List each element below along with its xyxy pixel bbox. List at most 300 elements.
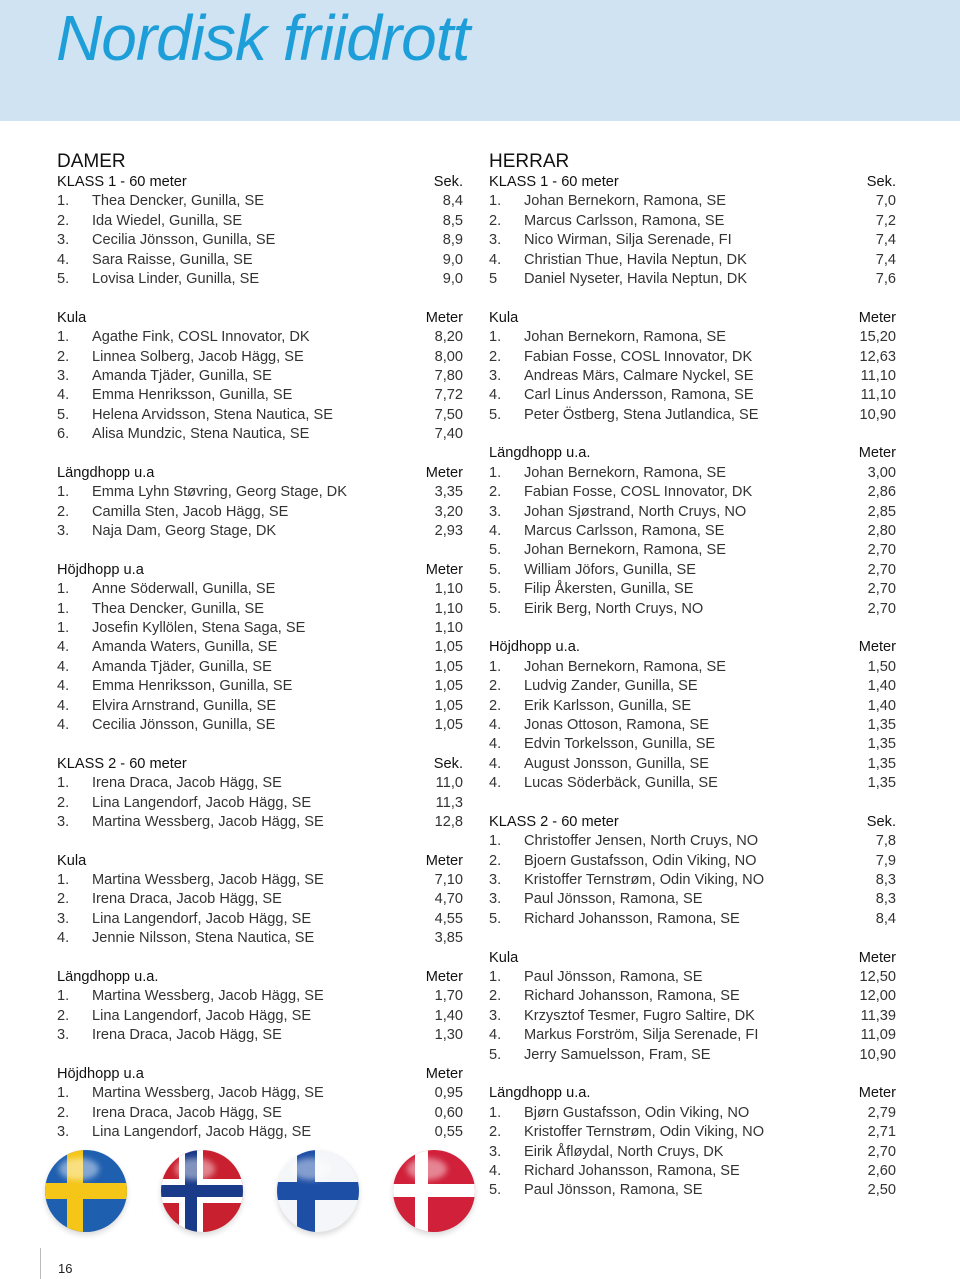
event-unit: Meter [425,1065,463,1082]
result-value: 8,00 [434,348,463,365]
athlete-cell [57,212,242,231]
result-value: 3,35 [434,484,463,501]
result-row [57,483,463,502]
result-value: 2,71 [867,1124,896,1141]
result-value: 2,93 [434,523,463,540]
athlete-cell [489,774,718,793]
athlete-name: Irena Draca, Jacob Hägg, SE [92,1027,282,1044]
athlete-name: Peter Östberg, Stena Jutlandica, SE [524,406,759,423]
athlete-name: Johan Bernekorn, Ramona, SE [524,542,726,559]
result-row [57,910,463,929]
athlete-cell [57,619,305,638]
event-header [57,755,463,774]
result-row [489,871,896,890]
athlete-cell [489,968,702,987]
event-unit: Meter [425,309,463,326]
event-header [489,444,896,463]
result-value: 1,10 [434,600,463,617]
rank: 3. [57,232,70,249]
rank: 4. [489,251,502,268]
result-value: 1,40 [434,1007,463,1024]
result-value: 2,70 [867,1143,896,1160]
event-header [489,638,896,657]
event-name: Längdhopp u.a. [489,1085,591,1102]
athlete-name: Josefin Kyllölen, Stena Saga, SE [92,619,306,636]
athlete-name: Cecilia Jönsson, Gunilla, SE [92,716,276,733]
rank: 5. [489,561,502,578]
result-row [489,270,896,289]
result-row [489,716,896,735]
rank: 3. [57,1027,70,1044]
result-value: 11,3 [435,794,463,811]
result-value: 1,35 [867,716,896,733]
athlete-name: Camilla Sten, Jacob Hägg, SE [92,503,289,520]
rank: 4. [489,775,502,792]
result-value: 1,40 [867,678,896,695]
result-value: 2,85 [867,503,896,520]
result-row [489,677,896,696]
result-row [489,1123,896,1142]
result-value: 8,4 [875,910,896,927]
event-name: Längdhopp u.a. [489,445,591,462]
result-value: 11,10 [860,367,896,384]
athlete-cell [489,580,694,599]
athlete-cell [57,677,292,696]
result-row [57,697,463,716]
athlete-name: Paul Jönsson, Ramona, SE [524,1182,703,1199]
athlete-name: Emma Lyhn Støvring, Georg Stage, DK [92,484,347,501]
athlete-cell [489,852,757,871]
rank: 1. [57,619,70,636]
athlete-cell [57,1123,311,1142]
result-value: 7,4 [875,232,896,249]
results-section [57,464,463,542]
athlete-name: Johan Bernekorn, Ramona, SE [524,193,726,210]
athlete-name: Martina Wessberg, Jacob Hägg, SE [92,988,324,1005]
result-value: 0,55 [434,1124,463,1141]
result-row [489,735,896,754]
athlete-cell [57,231,275,250]
athlete-name: Lina Langendorf, Jacob Hägg, SE [92,1124,312,1141]
athlete-cell [57,871,324,890]
athlete-name: Emma Henriksson, Gunilla, SE [92,678,293,695]
result-row [57,367,463,386]
result-row [489,1046,896,1065]
result-row [489,852,896,871]
athlete-name: Christoffer Jensen, North Cruys, NO [524,833,759,850]
athlete-name: Richard Johansson, Ramona, SE [524,1162,740,1179]
rank: 4. [57,716,70,733]
rank: 3. [489,367,502,384]
result-row [57,813,463,832]
results-section [57,173,463,289]
result-row [489,328,896,347]
event-unit: Meter [858,1085,896,1102]
event-name: KLASS 1 - 60 meter [57,174,187,190]
rank: 1. [57,775,70,792]
result-row [57,522,463,541]
athlete-cell [489,348,752,367]
result-value: 8,3 [875,872,896,889]
result-row [489,580,896,599]
result-row [489,251,896,270]
rank: 1. [57,1085,70,1102]
athlete-name: Amanda Tjäder, Gunilla, SE [92,367,272,384]
event-unit: Sek. [866,813,896,830]
rank: 3. [489,891,502,908]
result-row [489,1026,896,1045]
result-value: 7,4 [875,251,896,268]
result-row [57,677,463,696]
rank: 2. [489,697,502,714]
event-name: KLASS 1 - 60 meter [489,174,619,190]
results-section [57,755,463,833]
athlete-cell [489,1046,711,1065]
rank: 3. [489,232,502,249]
event-unit: Meter [425,852,463,869]
rank: 5 [489,270,498,287]
athlete-cell [489,755,709,774]
rank: 4. [57,658,70,675]
athlete-cell [57,658,272,677]
result-value: 2,70 [867,600,896,617]
result-value: 7,50 [434,406,463,423]
result-row [489,386,896,405]
rank: 3. [489,1007,502,1024]
result-value: 1,50 [867,658,896,675]
athlete-name: Sara Raisse, Gunilla, SE [92,251,253,268]
event-unit: Meter [858,445,896,462]
athlete-name: Anne Söderwall, Gunilla, SE [92,581,276,598]
page-divider [40,1248,41,1279]
rank: 2. [57,348,70,365]
athlete-cell [57,386,292,405]
rank: 5. [489,1182,502,1199]
rank: 3. [57,1124,70,1141]
athlete-cell [57,483,347,502]
herrar-column [489,151,896,1220]
rank: 5. [489,910,502,927]
athlete-cell [489,270,747,289]
athlete-name: Alisa Mundzic, Stena Nautica, SE [92,426,310,443]
result-row [57,987,463,1006]
result-value: 2,70 [867,581,896,598]
athlete-name: Christian Thue, Havila Neptun, DK [524,251,747,268]
result-row [57,619,463,638]
rank: 5. [489,1046,502,1063]
athlete-name: Lina Langendorf, Jacob Hägg, SE [92,910,312,927]
athlete-cell [57,600,264,619]
result-value: 1,40 [867,697,896,714]
event-unit: Sek. [433,755,463,772]
athlete-name: Nico Wirman, Silja Serenade, FI [524,232,732,249]
athlete-cell [57,929,314,948]
athlete-name: Bjoern Gustafsson, Odin Viking, NO [524,852,757,869]
result-row [57,1123,463,1142]
athlete-cell [489,1104,749,1123]
result-value: 3,20 [434,503,463,520]
result-value: 0,95 [434,1085,463,1102]
rank: 4. [57,930,70,947]
rank: 4. [57,678,70,695]
result-value: 2,60 [867,1162,896,1179]
athlete-name: Lovisa Linder, Gunilla, SE [92,270,260,287]
result-row [57,1026,463,1045]
rank: 4. [489,716,502,733]
rank: 1. [57,581,70,598]
athlete-cell [57,890,282,909]
athlete-cell [57,794,311,813]
result-row [489,910,896,929]
rank: 2. [57,503,70,520]
result-row [57,328,463,347]
athlete-cell [57,580,275,599]
athlete-cell [57,1084,324,1103]
athlete-name: William Jöfors, Gunilla, SE [524,561,696,578]
result-value: 9,0 [442,251,463,268]
result-value: 8,9 [442,232,463,249]
event-name: Kula [57,852,87,869]
athlete-cell [489,367,754,386]
athlete-cell [489,987,740,1006]
event-name: Höjdhopp u.a. [489,639,580,656]
event-name: KLASS 2 - 60 meter [489,813,619,830]
athlete-name: Ida Wiedel, Gunilla, SE [92,212,243,229]
athlete-cell [57,348,304,367]
rank: 4. [57,387,70,404]
result-value: 1,35 [867,775,896,792]
result-value: 12,00 [859,988,896,1005]
finland-flag-icon [277,1150,359,1232]
result-row [57,794,463,813]
athlete-cell [489,910,740,929]
rank: 1. [489,969,502,986]
event-unit: Sek. [433,174,463,190]
athlete-cell [57,328,310,347]
rank: 5. [489,542,502,559]
gender-heading-herrar: HERRAR [489,151,570,172]
results-section [489,173,896,289]
result-row [489,832,896,851]
athlete-cell [57,425,309,444]
result-value: 4,70 [434,891,463,908]
rank: 3. [57,367,70,384]
rank: 5. [489,600,502,617]
athlete-name: Andreas Märs, Calmare Nyckel, SE [524,367,754,384]
athlete-cell [489,522,724,541]
rank: 2. [57,212,70,229]
result-row [489,406,896,425]
rank: 1. [489,1104,502,1121]
rank: 3. [57,813,70,830]
result-row [57,580,463,599]
athlete-cell [489,251,747,270]
athlete-name: Paul Jönsson, Ramona, SE [524,891,703,908]
rank: 2. [489,678,502,695]
results-section [57,309,463,445]
rank: 4. [489,1027,502,1044]
event-unit: Meter [858,639,896,656]
athlete-cell [489,871,764,890]
results-section [489,444,896,619]
athlete-name: Irena Draca, Jacob Hägg, SE [92,1104,282,1121]
athlete-cell [489,483,752,502]
result-value: 8,20 [434,329,463,346]
athlete-name: Linnea Solberg, Jacob Hägg, SE [92,348,304,365]
result-value: 2,79 [867,1104,896,1121]
result-row [57,1084,463,1103]
result-row [489,600,896,619]
rank: 1. [57,988,70,1005]
athlete-cell [57,697,276,716]
rank: 2. [489,212,502,229]
athlete-name: Marcus Carlsson, Ramona, SE [524,523,725,540]
athlete-name: Martina Wessberg, Jacob Hägg, SE [92,813,324,830]
event-unit: Sek. [866,174,896,190]
rank: 1. [489,193,502,210]
athlete-cell [489,716,709,735]
athlete-name: Martina Wessberg, Jacob Hägg, SE [92,872,324,889]
result-value: 1,30 [434,1027,463,1044]
athlete-name: Jonas Ottoson, Ramona, SE [524,716,709,733]
rank: 1. [57,193,70,210]
rank: 2. [489,988,502,1005]
athlete-name: Richard Johansson, Ramona, SE [524,910,740,927]
athlete-cell [57,1104,282,1123]
result-row [489,1007,896,1026]
result-row [489,697,896,716]
result-row [489,522,896,541]
athlete-cell [489,1143,724,1162]
athlete-cell [57,522,276,541]
result-value: 7,0 [875,193,896,210]
result-row [57,425,463,444]
athlete-cell [57,716,275,735]
athlete-name: Markus Forström, Silja Serenade, FI [524,1027,759,1044]
result-row [57,600,463,619]
rank: 3. [489,1143,502,1160]
event-header [57,309,463,328]
result-value: 10,90 [859,1046,896,1063]
result-value: 7,10 [434,872,463,889]
result-row [489,774,896,793]
rank: 1. [57,329,70,346]
athlete-cell [57,1007,311,1026]
result-value: 7,9 [875,852,896,869]
athlete-cell [57,987,324,1006]
athlete-cell [489,890,702,909]
result-row [489,1162,896,1181]
result-value: 10,90 [859,406,896,423]
athlete-name: Ludvig Zander, Gunilla, SE [524,678,698,695]
athlete-cell [489,464,726,483]
event-unit: Meter [425,969,463,986]
page-number: 16 [58,1261,73,1276]
athlete-name: Fabian Fosse, COSL Innovator, DK [524,348,753,365]
event-header [57,561,463,580]
athlete-name: Marcus Carlsson, Ramona, SE [524,212,725,229]
athlete-cell [489,832,758,851]
athlete-name: Kristoffer Ternstrøm, Odin Viking, NO [524,872,765,889]
athlete-name: Edvin Torkelsson, Gunilla, SE [524,736,716,753]
rank: 4. [489,1162,502,1179]
result-value: 11,09 [860,1027,896,1044]
rank: 2. [489,852,502,869]
result-row [57,406,463,425]
event-name: Kula [489,309,519,326]
event-name: Höjdhopp u.a [57,561,144,578]
athlete-cell [489,658,726,677]
result-row [57,658,463,677]
page-header [0,0,960,121]
rank: 5. [489,581,502,598]
result-value: 0,60 [434,1104,463,1121]
rank: 3. [489,872,502,889]
athlete-name: Thea Dencker, Gunilla, SE [92,193,264,210]
rank: 1. [57,484,70,501]
athlete-name: Amanda Tjäder, Gunilla, SE [92,658,272,675]
result-row [489,1104,896,1123]
event-header [489,813,896,832]
result-row [489,483,896,502]
result-value: 11,10 [860,387,896,404]
athlete-cell [57,774,282,793]
result-value: 7,80 [434,367,463,384]
rank: 1. [489,464,502,481]
result-value: 7,8 [875,833,896,850]
athlete-name: Emma Henriksson, Gunilla, SE [92,387,293,404]
rank: 4. [57,697,70,714]
athlete-name: Daniel Nyseter, Havila Neptun, DK [524,270,748,287]
athlete-name: Lucas Söderbäck, Gunilla, SE [524,775,718,792]
result-row [489,1181,896,1200]
athlete-name: Kristoffer Ternstrøm, Odin Viking, NO [524,1124,765,1141]
result-row [489,1143,896,1162]
event-header [57,173,463,192]
result-value: 11,0 [435,775,463,792]
result-row [57,192,463,211]
result-value: 1,35 [867,736,896,753]
athlete-name: Richard Johansson, Ramona, SE [524,988,740,1005]
result-value: 1,05 [434,639,463,656]
rank: 2. [489,1124,502,1141]
result-row [57,716,463,735]
athlete-cell [489,503,746,522]
athlete-name: Jennie Nilsson, Stena Nautica, SE [92,930,315,947]
athlete-cell [489,561,696,580]
result-value: 8,3 [875,891,896,908]
event-header [489,309,896,328]
rank: 4. [489,523,502,540]
athlete-name: Naja Dam, Georg Stage, DK [92,523,277,540]
result-value: 1,70 [434,988,463,1005]
result-row [57,890,463,909]
results-section [57,968,463,1046]
nordic-flags [45,1150,475,1232]
result-row [57,1007,463,1026]
event-header [57,852,463,871]
result-row [489,367,896,386]
athlete-cell [57,910,311,929]
result-value: 12,8 [434,813,463,830]
result-row [57,503,463,522]
result-row [489,231,896,250]
results-section [57,561,463,736]
athlete-name: Johan Bernekorn, Ramona, SE [524,329,726,346]
athlete-cell [57,503,288,522]
athlete-name: Irena Draca, Jacob Hägg, SE [92,775,282,792]
athlete-name: Eirik Åfløydal, North Cruys, DK [524,1143,724,1160]
